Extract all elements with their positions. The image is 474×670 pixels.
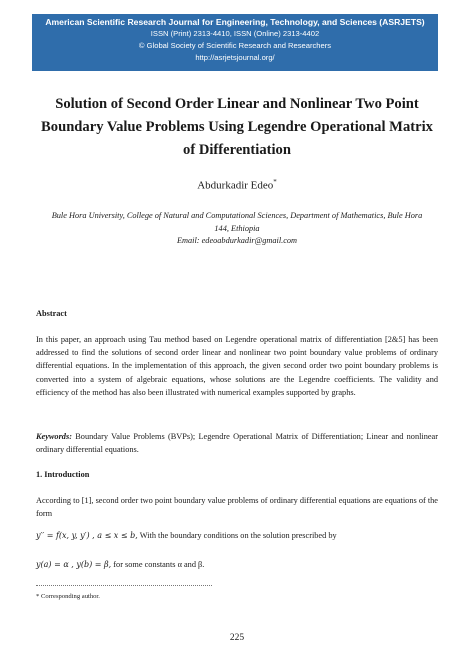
author-name: Abdurkadir Edeo xyxy=(197,179,274,192)
introduction-text: According to [1], second order two point boundary value problems of ordinary differential equations are equations of the form xyxy=(36,496,438,519)
abstract-text: In this paper, an approach using Tau method based on Legendre operational matrix of differentiation [2&5] has been addressed to find the solutions of second order linear and nonlinear two point boundary value problems of ordinary differential equations. In the implementation of this approach, the given second order two point boundary problems is converted into a system of algebraic equations, whose solutions are the Legendre coefficients. The validity and efficiency of the method has also been illustrated with numerical examples supported by graphs. xyxy=(36,335,438,397)
equation-boundary xyxy=(36,560,204,569)
introduction-heading: 1. Introduction xyxy=(36,470,90,479)
affiliation: Bule Hora University, College of Natural and Computational Sciences, Department of Mathematics, Bule Hora 144, Ethiopia xyxy=(51,211,423,233)
author-mark: * xyxy=(273,178,277,186)
journal-copyright: © Global Society of Scientific Research and Researchers xyxy=(138,41,332,50)
author-line xyxy=(36,178,438,192)
keywords-label: Keywords: xyxy=(36,432,72,441)
ode-trailing-text: With the boundary conditions on the solution prescribed by xyxy=(137,531,337,540)
footnote-divider xyxy=(36,585,212,586)
page-number: 225 xyxy=(229,633,245,643)
journal-name: American Scientific Research Journal for Engineering, Technology, and Sciences (ASRJETS) xyxy=(45,17,425,27)
boundary-trailing-text: for some constants α and β. xyxy=(111,560,205,569)
keywords-text: Boundary Value Problems (BVPs); Legendre Operational Matrix of Differentiation; Linear and nonlinear ordinary differential equations. xyxy=(36,432,438,455)
author-email[interactable]: Email: edeoabdurkadir@gmail.com xyxy=(176,236,298,245)
paper-title: Solution of Second Order Linear and Nonlinear Two Point Boundary Value Problems Using Legendre Operational Matrix of Differentiation xyxy=(41,96,433,158)
journal-issn: ISSN (Print) 2313-4410, ISSN (Online) 2313-4402 xyxy=(150,29,320,38)
abstract-heading: Abstract xyxy=(36,309,67,318)
keywords-paragraph xyxy=(36,430,438,456)
journal-url-link[interactable]: http://asrjetsjournal.org/ xyxy=(195,53,275,62)
boundary-formula: y(a) = α , y(b) = β, xyxy=(36,560,112,569)
equation-ode xyxy=(36,531,337,540)
ode-formula: y′′ = f(x, y, y′) , a ≤ x ≤ b, xyxy=(36,531,138,540)
footnote: * Corresponding author. xyxy=(36,593,100,600)
journal-banner xyxy=(32,14,438,71)
